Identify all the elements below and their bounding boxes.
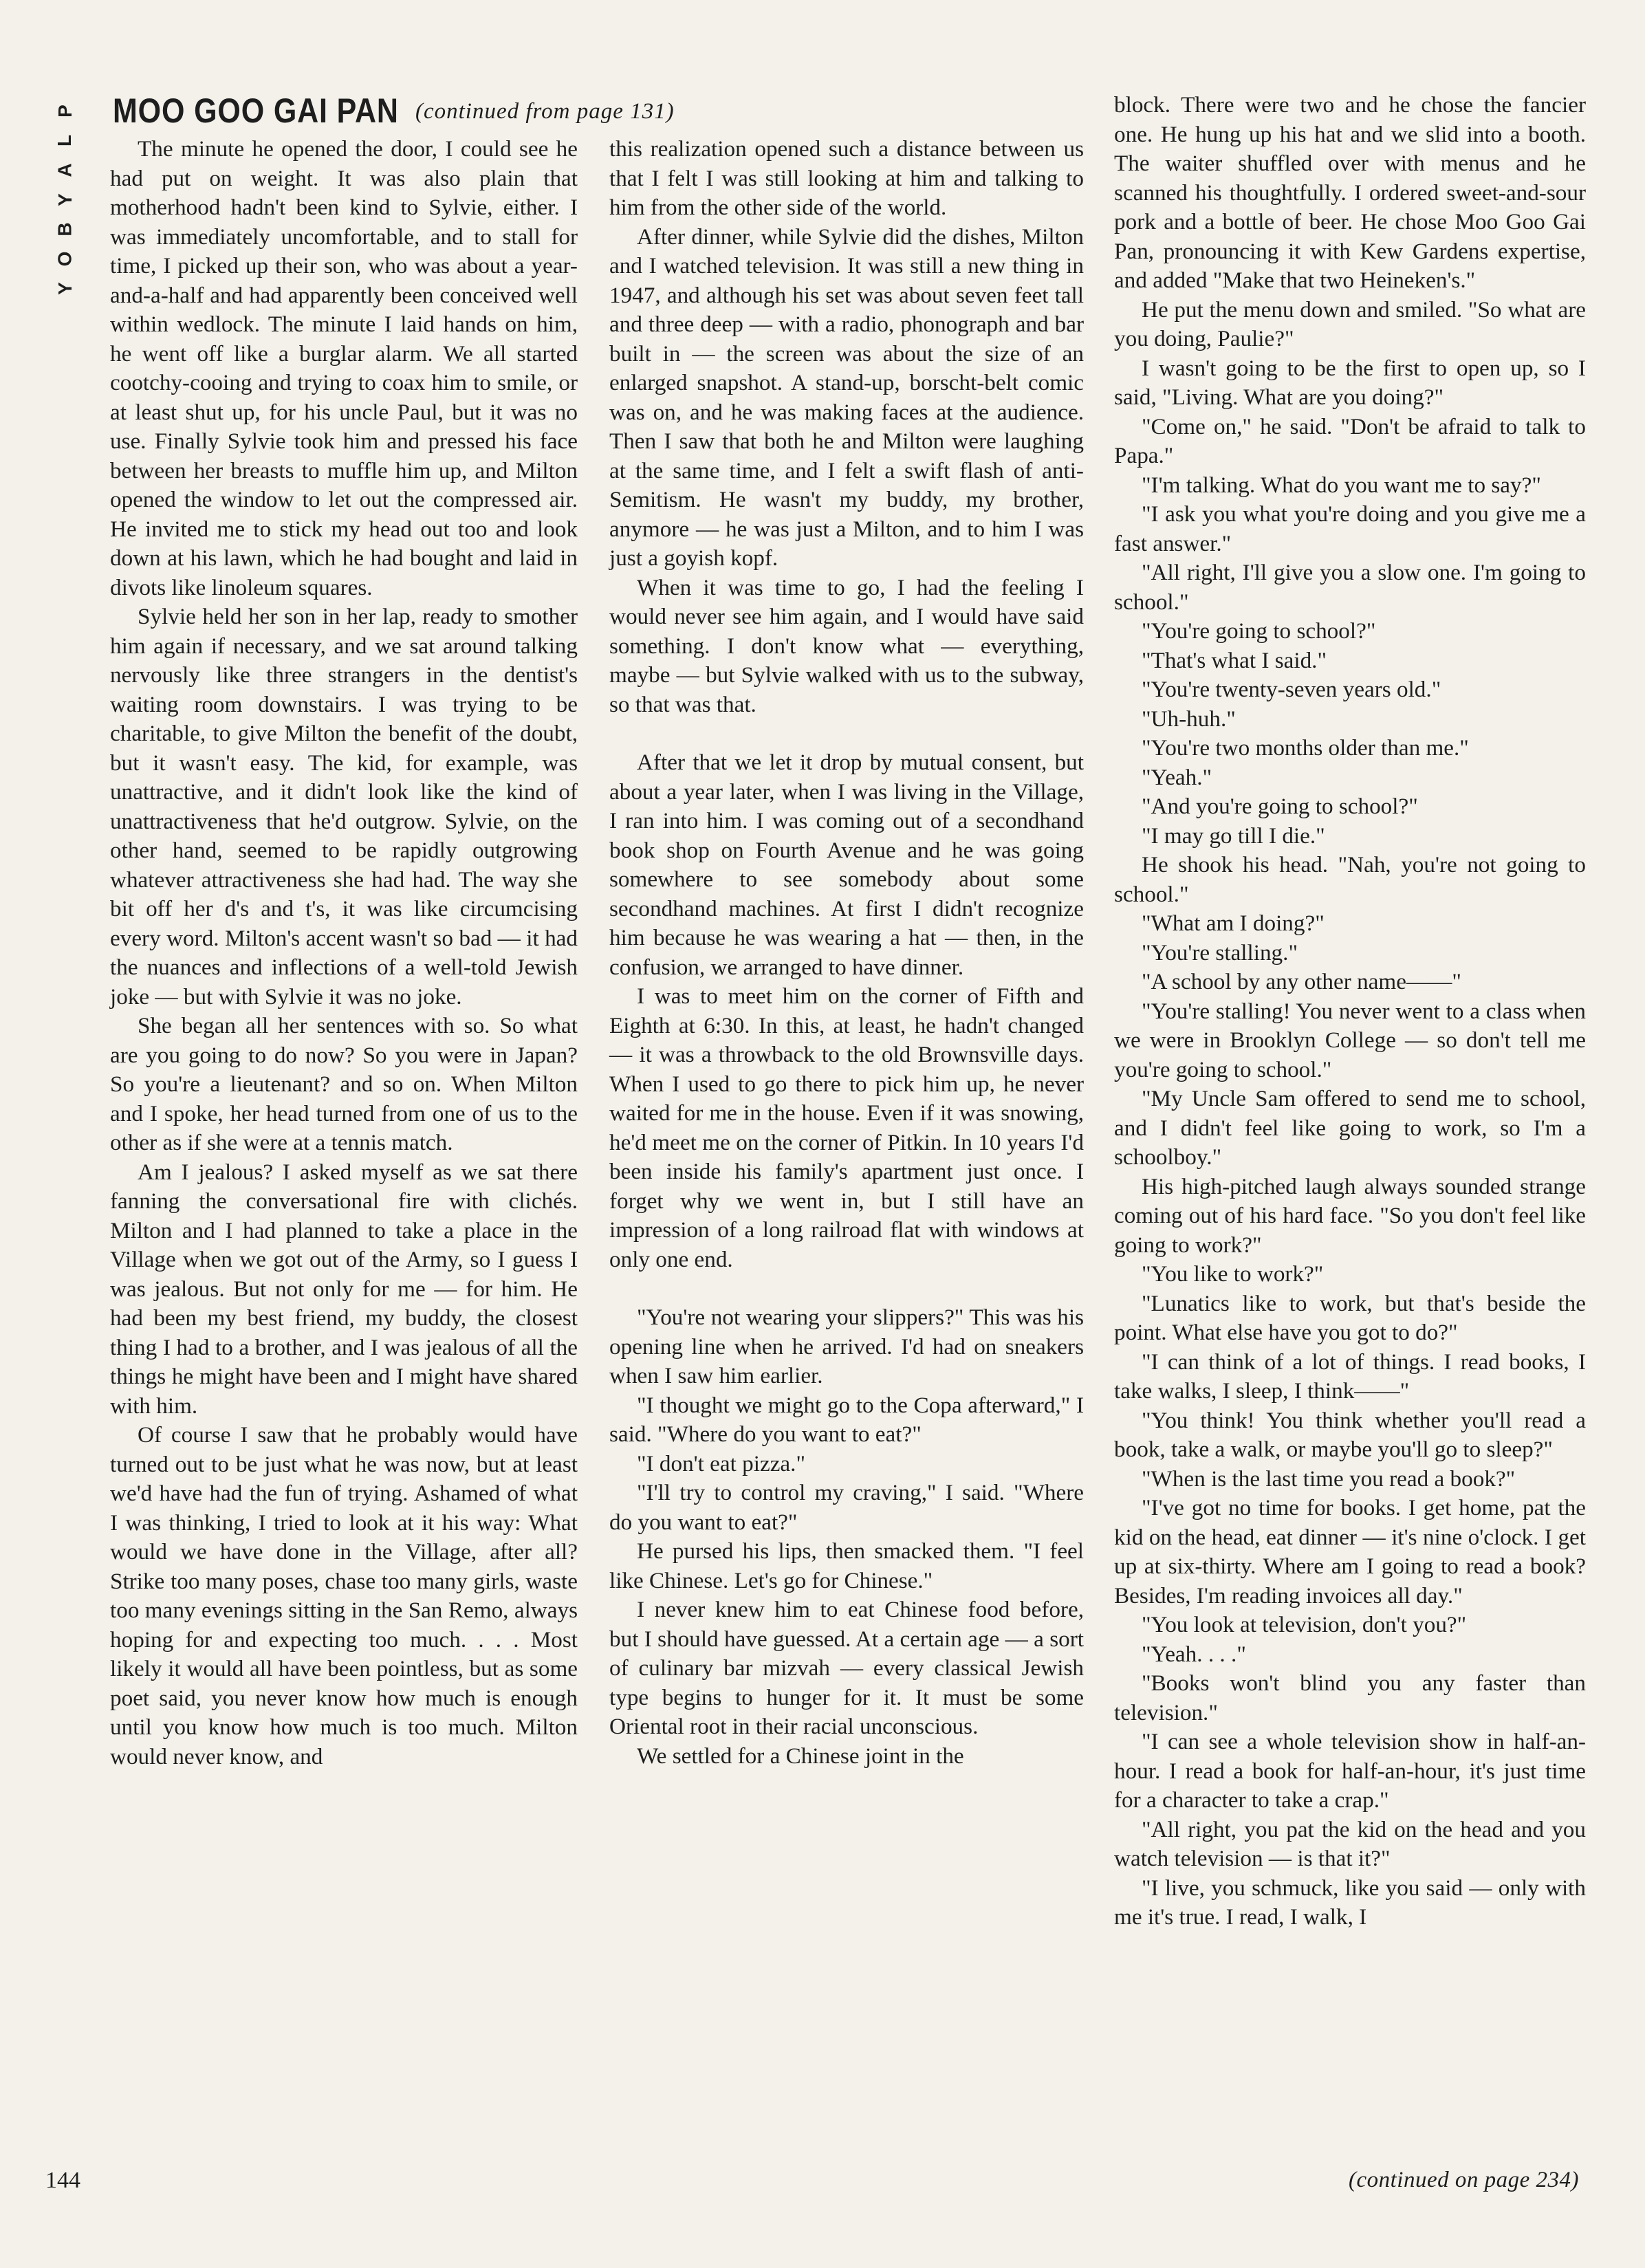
paragraph: "You look at television, don't you?" (1142, 1612, 1467, 1637)
paragraph: "I'll try to control my craving," I said. "Where do you want to eat?" (609, 1480, 1084, 1535)
paragraph: "I may go till I die." (1142, 822, 1325, 849)
paragraph: "Uh-huh." (1142, 706, 1236, 732)
column-3 (1114, 91, 1586, 1932)
paragraph: "I'm talking. What do you want me to say?" (1142, 472, 1541, 498)
magazine-letter: O (54, 251, 76, 267)
paragraph: this realization opened such a distance between us that I felt I was still looking at him and talking to him from the other side of the world. (609, 136, 1084, 220)
page-number: 144 (45, 2168, 80, 2193)
magazine-letter: L (54, 134, 76, 147)
paragraph: Of course I saw that he probably would have turned out to be just what he was now, but at least we'd have had the fun of trying. Ashamed of what I was thinking, I tried to look at it his way: What would we have done in the Village, after all? Strike too many poses, chase too many girls, waste too many evenings sitting in the San Remo, always hoping for and expecting too much. . . . Most likely it would all have been pointless, but as some poet said, you never know how much is enough until you know how much is too much. Milton would never know, and (110, 1422, 578, 1769)
paragraph: Am I jealous? I asked myself as we sat there fanning the conversational fire with clichés. Milton and I had planned to take a place in the Village when we got out of the Army, so I guess I was jealous. But not only for me — for him. He had been my best friend, my buddy, the closest thing I had to a brother, and I was jealous of all the things he might have been and I might have shared with him. (110, 1159, 578, 1419)
column-1 (110, 135, 578, 1771)
paragraph: Sylvie held her son in her lap, ready to smother him again if necessary, and we sat around talking nervously like three strangers in the dentist's waiting room downstairs. I was trying to be charitable, to give Milton the benefit of the doubt, but it wasn't easy. The kid, for example, was unattractive, and it didn't look like the kind of unattractiveness that he'd outgrow. Sylvie, on the other hand, seemed to be rapidly outgrowing whatever attractiveness she had had. The way she bit off her d's and t's, it was like circumcising every word. Milton's accent wasn't so bad — it had the nuances and inflections of a well-told Jewish joke — but with Sylvie it was no joke. (110, 604, 578, 1010)
paragraph: After dinner, while Sylvie did the dishes, Milton and I watched television. It was still a new thing in 1947, and although his set was about seven feet tall and three deep — with a radio, phonograph and bar built in — the screen was about the size of an enlarged snapshot. A stand-up, borscht-belt comic was on, and he was making faces at the audience. Then I saw that both he and Milton were laughing at the same time, and I felt a swift flash of anti-Semitism. He wasn't my buddy, my brother, anymore — he was just a Milton, and to him I was just a goyish kopf. (609, 223, 1084, 571)
paragraph: "You like to work?" (1142, 1261, 1324, 1287)
paragraph: He put the menu down and smiled. "So what are you doing, Paulie?" (1114, 296, 1586, 351)
paragraph: "I thought we might go to the Copa afterward," I said. "Where do you want to eat?" (609, 1392, 1084, 1447)
paragraph: "When is the last time you read a book?" (1142, 1465, 1516, 1492)
paragraph: "Yeah. . . ." (1142, 1641, 1246, 1667)
paragraph: I was to meet him on the corner of Fifth and Eighth at 6:30. In this, at least, he hadn't changed — it was a throwback to the old Brownsville days. When I used to go there to pick him up, he never waited for me in the house. Even if it was snowing, he'd meet me on the corner of Pitkin. In 10 years I'd been inside his family's apartment just once. I forget why we went in, but I still have an impression of a long railroad flat with windows at only one end. (609, 983, 1084, 1272)
paragraph: "You're stalling." (1142, 939, 1298, 966)
paragraph: "I've got no time for books. I get home, pat the kid on the head, eat dinner — it's nine o'clock. I get up at six-thirty. Where am I going to read a book? Besides, I'm reading invoices all day." (1114, 1495, 1586, 1609)
magazine-letter: P (54, 105, 76, 118)
paragraph: After that we let it drop by mutual consent, but about a year later, when I was living in the Village, I ran into him. I was coming out of a secondhand book shop on Fourth Avenue and he was going somewhere to see somebody about some secondhand machines. At first I didn't recognize him because he was wearing a hat — then, in the confusion, we arranged to have dinner. (609, 750, 1084, 980)
paragraph: "My Uncle Sam offered to send me to school, and I didn't feel like going to work, so I'm a schoolboy." (1114, 1086, 1586, 1170)
paragraph: "That's what I said." (1142, 647, 1327, 673)
paragraph: "I can think of a lot of things. I read books, I take walks, I sleep, I think——" (1114, 1349, 1586, 1404)
paragraph: "You think! You think whether you'll read a book, take a walk, or maybe you'll go to sleep?" (1114, 1407, 1586, 1462)
magazine-letter: Y (54, 282, 76, 295)
paragraph: "I ask you what you're doing and you give me a fast answer." (1114, 501, 1586, 556)
magazine-letter: Y (54, 193, 76, 206)
paragraph: "Books won't blind you any faster than television." (1114, 1670, 1586, 1725)
magazine-letter: A (54, 163, 76, 177)
paragraph: His high-pitched laugh always sounded strange coming out of his hard face. "So you don't feel like going to work?" (1114, 1173, 1586, 1258)
paragraph: "Yeah." (1142, 764, 1212, 790)
paragraph: The minute he opened the door, I could see he had put on weight. It was also plain that motherhood hadn't been kind to Sylvie, either. I was immediately uncomfortable, and to stall for time, I picked up their son, who was about a year-and-a-half and had apparently been conceived well within wedlock. The minute I laid hands on him, he went off like a burglar alarm. We all started cootchy-cooing and trying to coax him to smile, or at least shut up, for his uncle Paul, but it was no use. Finally Sylvie took him and pressed his face between her breasts to muffle him up, and Milton opened the window to let out the compressed air. He invited me to stick my head out too and look down at his lawn, which he had bought and laid in divots like linoleum squares. (110, 136, 578, 600)
paragraph: I never knew him to eat Chinese food before, but I should have guessed. At a certain age — a sort of culinary bar mizvah — every classical Jewish type begins to hunger for it. It must be some Oriental root in their racial unconscious. (609, 1597, 1084, 1739)
paragraph: block. There were two and he chose the fancier one. He hung up his hat and we slid into a booth. The waiter shuffled over with menus and he scanned his thoughtfully. I ordered sweet-and-sour pork and a bottle of beer. He chose Moo Goo Gai Pan, pronouncing it with Kew Gardens expertise, and added "Make that two Heineken's." (1114, 92, 1586, 293)
paragraph: He pursed his lips, then smacked them. "I feel like Chinese. Let's go for Chinese." (609, 1538, 1084, 1593)
article-title: MOO GOO GAI PAN (113, 91, 399, 130)
paragraph: "All right, I'll give you a slow one. I'm going to school." (1114, 560, 1586, 615)
paragraph: "A school by any other name——" (1142, 969, 1461, 994)
article-heading (113, 91, 675, 131)
continued-from: (continued from page 131) (415, 99, 675, 124)
magazine-name-vertical (51, 96, 78, 303)
paragraph: "Lunatics like to work, but that's beside the point. What else have you got to do?" (1114, 1290, 1586, 1345)
paragraph: "You're not wearing your slippers?" This was his opening line when he arrived. I'd had on sneakers when I saw him earlier. (609, 1305, 1084, 1388)
paragraph: "I can see a whole television show in half-an-hour. I read a book for half-an-hour, it's just time for a character to take a crap." (1114, 1729, 1586, 1813)
paragraph: He shook his head. "Nah, you're not going to school." (1114, 852, 1586, 907)
paragraph: "You're two months older than me." (1142, 735, 1469, 761)
paragraph: "What am I doing?" (1142, 911, 1325, 936)
paragraph: When it was time to go, I had the feeling I would never see him again, and I would have said something. I don't know what — everything, maybe — but Sylvie walked with us to the subway, so that was that. (609, 574, 1084, 717)
paragraph: She began all her sentences with so. So what are you going to do now? So you were in Japan? So you're a lieutenant? and so on. When Milton and I spoke, her head turned from one of us to the other as if she were at a tennis match. (110, 1013, 578, 1155)
paragraph: "All right, you pat the kid on the head and you watch television — is that it?" (1114, 1816, 1586, 1871)
paragraph: "And you're going to school?" (1142, 794, 1418, 819)
column-2 (609, 135, 1084, 1771)
magazine-letter: B (54, 222, 76, 237)
paragraph: "You're twenty-seven years old." (1142, 677, 1441, 702)
paragraph: "You're stalling! You never went to a class when we were in Brooklyn College — so don't tell me you're going to school." (1114, 998, 1586, 1082)
continued-on: (continued on page 234) (1348, 2168, 1579, 2192)
paragraph: We settled for a Chinese joint in the (637, 1743, 964, 1769)
paragraph: "Come on," he said. "Don't be afraid to talk to Papa." (1114, 413, 1586, 468)
paragraph: "I don't eat pizza." (637, 1450, 806, 1476)
paragraph: "I live, you schmuck, like you said — only with me it's true. I read, I walk, I (1114, 1875, 1586, 1930)
paragraph: I wasn't going to be the first to open up, so I said, "Living. What are you doing?" (1114, 355, 1586, 410)
paragraph: "You're going to school?" (1142, 618, 1376, 644)
